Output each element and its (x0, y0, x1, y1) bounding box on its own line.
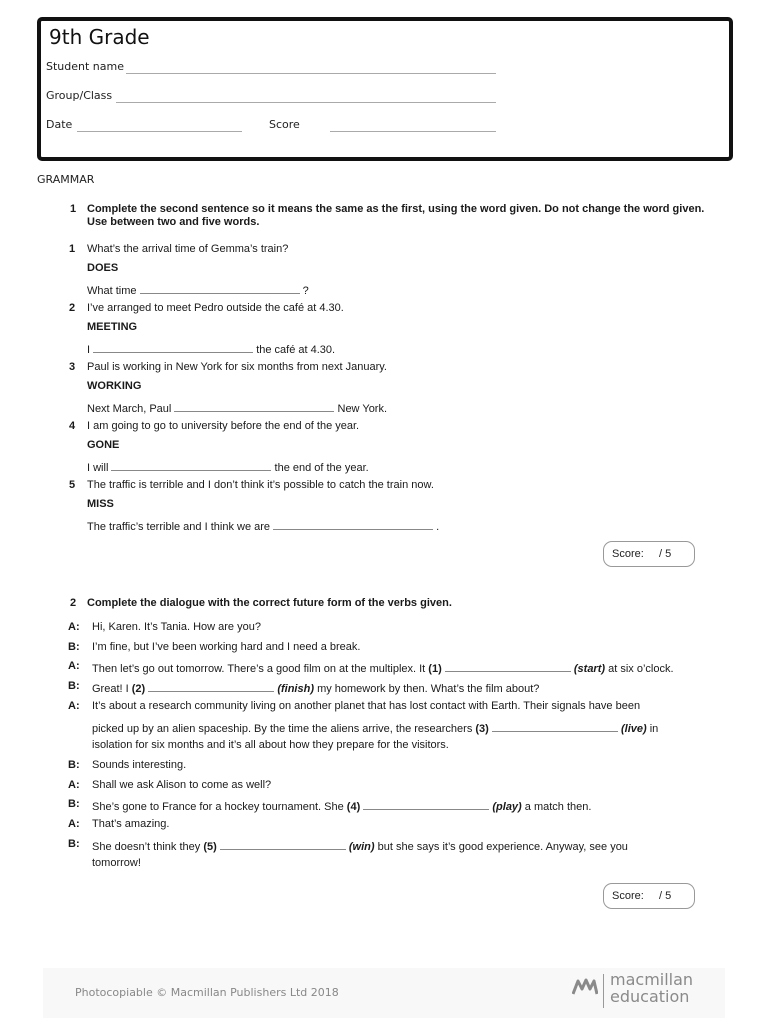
dialogue-speaker: B: (68, 640, 80, 653)
answer-blank[interactable] (148, 680, 274, 692)
answer-blank[interactable] (140, 282, 300, 294)
dialogue-text: She doesn’t think they (92, 840, 201, 853)
score-box-total: / 5 (659, 890, 672, 902)
student-info-box (37, 17, 733, 161)
item-number: 5 (69, 479, 76, 491)
dialogue-line: It’s about a research community living on another planet that has lost contact with Earth. Their signals have been (92, 699, 641, 712)
dialogue-speaker: B: (68, 837, 80, 850)
dialogue-text: a match then. (524, 801, 592, 814)
verb-hint: (win) (348, 840, 375, 853)
item-answer-line (87, 341, 335, 357)
dialogue-text: in (649, 722, 659, 735)
grade-title: 9th Grade (49, 25, 150, 49)
section-heading: GRAMMAR (37, 173, 95, 186)
verb-hint: (play) (492, 801, 522, 814)
score-box-total: / 5 (659, 548, 672, 560)
item-number: 4 (69, 420, 76, 432)
gap-number: (5) (203, 840, 217, 853)
dialogue-line (92, 660, 674, 676)
item-keyword: DOES (87, 262, 119, 274)
dialogue-line (92, 838, 628, 854)
verb-hint: (live) (620, 722, 647, 735)
answer-blank[interactable] (220, 838, 346, 850)
dialogue-line: Shall we ask Alison to come as well? (92, 778, 272, 791)
macmillan-logo-text (610, 971, 730, 1005)
verb-hint: (start) (573, 663, 606, 676)
item-number: 1 (69, 243, 76, 255)
answer-blank[interactable] (492, 720, 618, 732)
answer-blank[interactable] (363, 798, 489, 810)
exercise-number: 1 (70, 203, 77, 215)
item-answer-line (87, 282, 309, 298)
copyright-notice: Photocopiable © Macmillan Publishers Ltd 2018 (75, 986, 339, 999)
score-field[interactable] (330, 131, 496, 132)
answer-suffix: New York. (337, 403, 388, 415)
answer-blank[interactable] (93, 341, 253, 353)
brand-line-1: macmillan (610, 970, 694, 989)
score-box-exercise-2 (603, 883, 695, 909)
student-name-label: Student name (46, 60, 124, 73)
score-box-label: Score: (612, 890, 644, 902)
dialogue-text: She’s gone to France for a hockey tournament. She (92, 801, 344, 814)
date-field[interactable] (77, 131, 242, 132)
gap-number: (4) (346, 801, 361, 814)
answer-prefix: I (87, 344, 91, 356)
dialogue-line: Sounds interesting. (92, 758, 187, 771)
item-keyword: MISS (87, 498, 114, 510)
item-sentence: I’ve arranged to meet Pedro outside the café at 4.30. (87, 302, 344, 314)
student-name-field[interactable] (126, 73, 496, 74)
dialogue-text: at six o’clock. (608, 663, 674, 676)
item-keyword: MEETING (87, 321, 138, 333)
dialogue-text: picked up by an alien spaceship. By the time the aliens arrive, the researchers (92, 722, 473, 735)
dialogue-line (92, 680, 539, 696)
answer-suffix: ? (302, 285, 309, 297)
dialogue-text: my homework by then. What’s the film about? (317, 683, 540, 696)
logo-divider (603, 974, 604, 1008)
date-label: Date (46, 118, 73, 131)
item-answer-line (87, 518, 439, 534)
dialogue-text: Great! I (92, 683, 129, 696)
answer-suffix: . (436, 521, 440, 533)
dialogue-line (92, 720, 658, 736)
group-class-label: Group/Class (46, 89, 113, 102)
dialogue-text: but she says it’s good experience. Anyway, see you (377, 840, 628, 853)
item-number: 2 (69, 302, 76, 314)
group-class-field[interactable] (116, 102, 496, 103)
dialogue-line: Hi, Karen. It’s Tania. How are you? (92, 621, 261, 633)
dialogue-speaker: A: (68, 818, 80, 830)
dialogue-speaker: A: (68, 778, 80, 791)
item-sentence: Paul is working in New York for six months from next January. (87, 361, 387, 373)
answer-blank[interactable] (273, 518, 433, 530)
answer-blank[interactable] (111, 459, 271, 471)
dialogue-speaker: A: (68, 621, 80, 633)
gap-number: (2) (131, 683, 146, 696)
dialogue-line: I’m fine, but I’ve been working hard and I need a break. (92, 640, 361, 653)
score-box-exercise-1 (603, 541, 695, 567)
gap-number: (1) (428, 663, 442, 676)
answer-prefix: The traffic’s terrible and I think we are (87, 521, 271, 533)
item-answer-line (87, 459, 369, 475)
item-number: 3 (69, 361, 76, 373)
item-sentence: I am going to go to university before the end of the year. (87, 420, 360, 432)
item-sentence: The traffic is terrible and I don’t think it’s possible to catch the train now. (87, 479, 434, 491)
answer-blank[interactable] (445, 660, 571, 672)
verb-hint: (finish) (277, 683, 314, 696)
dialogue-speaker: B: (68, 798, 80, 811)
item-keyword: GONE (87, 439, 120, 451)
dialogue-speaker: A: (68, 699, 80, 712)
answer-prefix: Next March, Paul (87, 403, 172, 415)
score-box-label: Score: (612, 548, 644, 560)
exercise-instruction: Complete the second sentence so it means the same as the first, using the word given. Do not change the word given. Use between two and five words. (87, 203, 705, 228)
answer-suffix: the café at 4.30. (256, 344, 336, 356)
score-label: Score (269, 118, 300, 131)
answer-prefix: I will (87, 462, 109, 474)
answer-blank[interactable] (174, 400, 334, 412)
dialogue-line (92, 798, 591, 814)
dialogue-line: tomorrow! (92, 857, 141, 870)
answer-prefix: What time (87, 285, 137, 297)
item-sentence: What’s the arrival time of Gemma’s train? (87, 243, 289, 255)
dialogue-speaker: B: (68, 758, 80, 771)
dialogue-text: Then let’s go out tomorrow. There’s a good film on at the multiplex. It (92, 663, 426, 676)
exercise-number: 2 (70, 597, 77, 609)
dialogue-line: isolation for six months and it’s all about how they prepare for the visitors. (92, 739, 449, 752)
brand-line-2: education (610, 987, 690, 1006)
macmillan-logo-icon (572, 977, 598, 995)
exercise-instruction: Complete the dialogue with the correct future form of the verbs given. (87, 597, 452, 609)
answer-suffix: the end of the year. (274, 462, 369, 474)
item-keyword: WORKING (87, 380, 142, 392)
gap-number: (3) (475, 722, 489, 735)
item-answer-line (87, 400, 387, 416)
dialogue-speaker: A: (68, 660, 80, 673)
dialogue-line: That’s amazing. (92, 818, 170, 830)
dialogue-speaker: B: (68, 680, 80, 693)
